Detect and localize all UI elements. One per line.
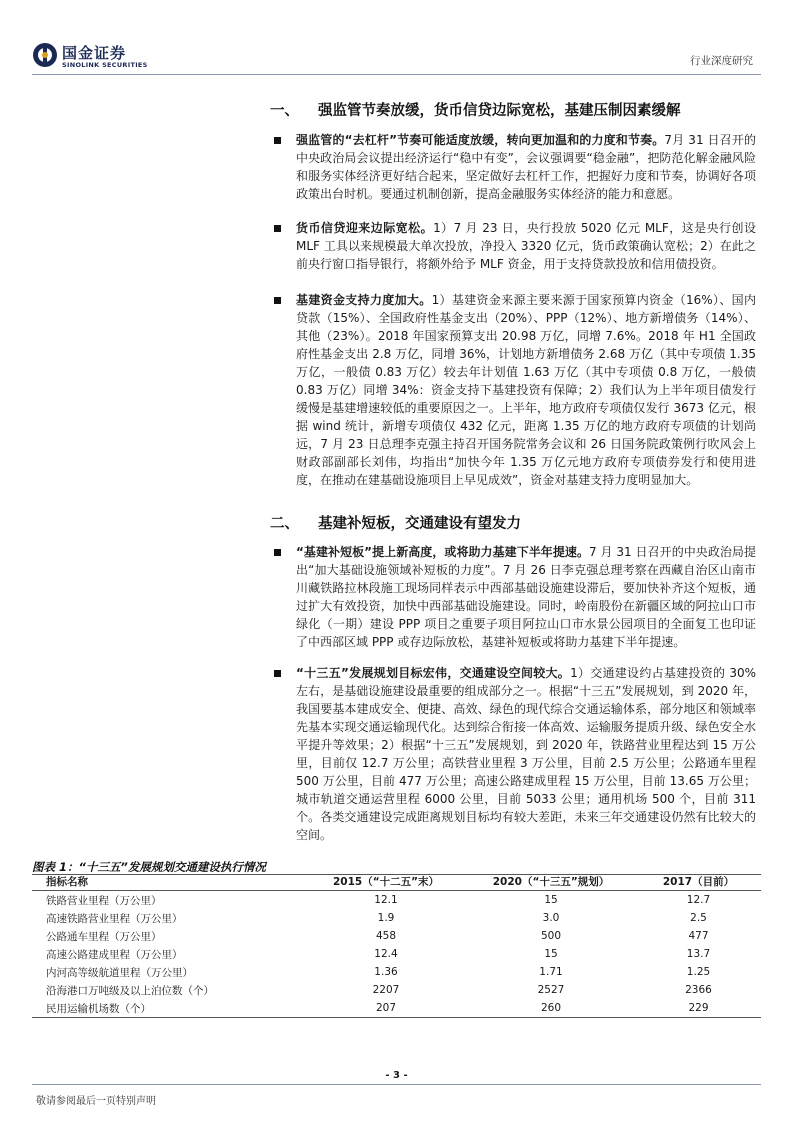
table-cell: 12.7 [686,894,711,906]
bullet-square-icon [274,225,281,232]
table-row [32,927,761,945]
section-1-number: 一、 [270,103,299,119]
bullet-lead: 货币信贷迎来边际宽松。 [296,221,434,235]
transport-plan-table [32,872,761,1018]
table-cell: 2.5 [690,912,707,924]
table-header-cell: 2020（“十三五”规划） [466,872,636,891]
table-cell: 229 [636,999,761,1018]
bullet-deleveraging [274,131,756,203]
bullet-body: 7 月 31 日召开的中央政治局提出“加大基础设施领域补短板的力度”。7 月 26 日李克强总理考察在西藏自治区山南市川藏铁路拉林段施工现场同样表示中西部基础设施建设滞后，要加快补齐这个短板，通过扩大有效投资，加快中西部基础设施建设。同时，岭南股份在新疆区域的阿拉山口市绿化（一期）建设 PPP 项目之重要子项目阿拉山口市水景公园项目的全面复工也印证了中西部区域 PPP 或存边际放松，基建补短板或将助力基建下半年提速。 [296,545,756,649]
bullet-13th-five-year-plan [274,664,756,844]
table-cell: 458 [375,930,397,942]
bullet-square-icon [274,670,281,677]
bullet-square-icon [274,297,281,304]
table-header-cell: 指标名称 [32,872,306,891]
footer-divider [32,1084,761,1085]
bullet-body: 1）7 月 23 日，央行投放 5020 亿元 MLF，这是央行创设 MLF 工具以来规模最大单次投放，净投入 3320 亿元，货币政策确认宽松；2）在此之前央行窗口指导银行，将额外给予 MLF 资金，用于支持贷款投放和信用债投资。 [296,221,756,271]
table-cell: 1.9 [377,912,395,924]
section-1-heading: 强监管节奏放缓，货币信贷边际宽松，基建压制因素缓解 [318,103,681,119]
page-header [0,0,793,80]
bullet-monetary-easing [274,219,756,273]
table-header-cell: 2017（目前） [636,872,761,891]
section-2-title [270,512,521,533]
table-cell: 1.71 [539,966,563,978]
table-cell: 高速公路建成里程（万公里） [46,948,183,961]
company-logo [32,42,150,72]
table-cell: 沿海港口万吨级及以上泊位数（个） [46,984,214,997]
table-header-cell: 2015（“十二五”末） [306,872,466,891]
table-cell: 260 [466,999,636,1018]
table-row [32,945,761,963]
table-cell: 1.36 [374,966,398,978]
table-cell: 公路通车里程（万公里） [46,930,162,943]
table-cell: 477 [688,930,709,942]
table-row [32,999,761,1018]
bullet-body: 1）基建资金来源主要来源于国家预算内资金（16%）、国内贷款（15%）、全国政府性基金支出（20%）、PPP（12%）、地方新增债务（14%）、其他（23%）。2018 年国家预算支出 20.98 万亿，同增 7.6%。2018 年 H1 全国政府性基金支出 2.8 万亿，同增 36%，计划地方新增债务 2.68 万亿（其中专项债 1.35 万亿，一般债 0.83 万亿）较去年计划值 1.63 万亿（其中专项债 0.8 万亿，一般债 0.83 万亿）同增 34%：资金支持下基建投资有保障；2）我们认为上半年项目债发行缓慢是基建增速较低的重要原因之一。上半年，地方政府专项债仅发行 3673 亿元，根据 wind 统计，新增专项债仅 432 亿元，距离 1.35 万亿的地方政府专项债的计划尚远，7 月 23 日总理李克强主持召开国务院常务会议和 26 日国务院政策例行吹风会上财政部副部长刘伟，均指出“加快今年 1.35 万亿元地方政府专项债券发行和使用进度，在推动在建基础设施项目上早见成效”，资金对基建支持力度明显加大。 [296,293,756,487]
table-cell: 2527 [537,984,565,996]
logo-text-cn: 国金证券 [62,44,127,62]
table-cell: 1.25 [686,966,711,978]
document-type-label: 行业深度研究 [690,55,753,67]
table-cell: 13.7 [686,948,711,960]
section-1-title [270,99,681,120]
table-cell: 铁路营业里程（万公里） [46,894,162,907]
bullet-lead: “基建补短板”提上新高度，或将助力基建下半年提速。 [296,545,589,559]
figure-title: 图表 1：“十三五”发展规划交通建设执行情况 [32,860,266,874]
bullet-lead: 基建资金支持力度加大。 [296,293,432,307]
table-cell: 民用运输机场数（个） [32,999,306,1018]
table-cell: 12.1 [374,894,398,906]
logo-text-en: SINOLINK SECURITIES [62,61,148,69]
table-header-row [32,872,761,891]
bullet-body: 7月 31 日召开的中央政治局会议提出经济运行“稳中有变”，会议强调要“稳金融”，把防范化解金融风险和服务实体经济更好结合起来，坚定做好去杠杆工作，把握好力度和节奏，协调好各项政策出台时机。要通过机制创新，提高金融服务实体经济的能力和意愿。 [296,133,756,201]
table-cell: 高速铁路营业里程（万公里） [46,912,183,925]
bullet-body: 1）交通建设约占基建投资的 30%左右，是基础设施建设最重要的组成部分之一。根据“十三五”发展规划，到 2020 年，我国要基本建成安全、便捷、高效、绿色的现代综合交通运输体系，部分地区和领域率先基本实现交通运输现代化。达到综合衔接一体高效、运输服务提质升级、绿色安全水平提升等效果；2）根据“十三五”发展规划，到 2020 年，铁路营业里程达到 15 万公里，目前仅 12.7 万公里；高铁营业里程 3 万公里，目前 2.5 万公里；公路通车里程 500 万公里，目前 477 万公里；高速公路建成里程 15 万公里，目前 13.65 万公里；城市轨道交通运营里程 6000 公里，目前 5033 公里；通用机场 500 个，目前 311 个。各类交通建设完成距离规划目标均有较大差距，未来三年交通建设仍然有比较大的空间。 [296,666,757,842]
bullet-lead: “十三五”发展规划目标宏伟，交通建设空间较大。 [296,666,571,680]
table-cell: 15 [544,948,558,960]
page-number: - 3 - [385,1070,408,1081]
disclaimer-note: 敬请参阅最后一页特别声明 [36,1096,156,1107]
bullet-lead: 强监管的“去杠杆”节奏可能适度放缓，转向更加温和的力度和节奏。 [296,133,665,147]
table-row [32,981,761,999]
table-row [32,891,761,910]
bullet-infrastructure-funding [274,291,756,489]
bullet-shortcoming-infrastructure [274,543,756,651]
table-cell: 15 [544,894,558,906]
section-2-heading: 基建补短板，交通建设有望发力 [318,516,521,532]
table-cell: 500 [540,930,562,942]
table-row [32,909,761,927]
table-cell: 207 [306,999,466,1018]
table-cell: 2366 [685,984,712,996]
table-row [32,963,761,981]
bullet-square-icon [274,137,281,144]
table-cell: 3.0 [542,912,560,924]
header-divider [32,74,761,75]
table-cell: 12.4 [374,948,398,960]
bullet-square-icon [274,549,281,556]
sinolink-logo-icon [32,42,58,68]
table-cell: 内河高等级航道里程（万公里） [46,966,193,979]
table-cell: 2207 [372,984,400,996]
section-2-number: 二、 [270,516,299,532]
